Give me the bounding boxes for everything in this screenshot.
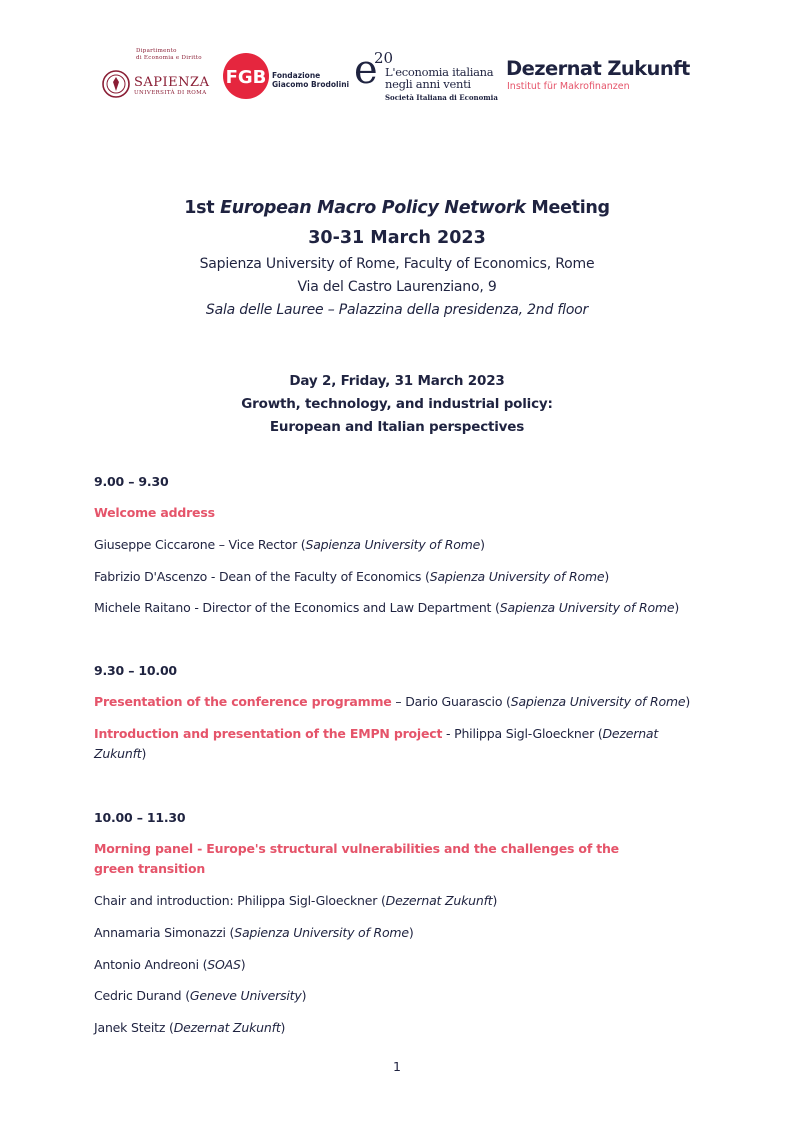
sapienza-logo-subtitle: UNIVERSITÀ DI ROMA (134, 90, 207, 96)
session-1-speaker-2: Fabrizio D'Ascenzo - Dean of the Faculty of Economics (Sapienza University of Rome) (94, 569, 610, 584)
session-3-title: Morning panel - Europe's structural vulnerabilities and the challenges of the green transition (94, 841, 619, 876)
svg-text:20: 20 (374, 49, 394, 67)
session-2-item-empn: Introduction and presentation of the EMPN project - Philippa Sigl-Gloeckner (Dezernat Zukunft) (94, 726, 659, 761)
session-3-time: 10.00 – 11.30 (94, 810, 186, 825)
meeting-title-prefix: 1st (184, 198, 221, 218)
dezernat-zukunft-logo-name: Dezernat Zukunft (506, 57, 690, 80)
meeting-address: Via del Castro Laurenziano, 9 (297, 279, 497, 295)
meeting-dates: 30-31 March 2023 (308, 228, 486, 248)
sapienza-department-label: Dipartimento di Economia e Diritto (136, 48, 202, 61)
day-heading: Day 2, Friday, 31 March 2023 (289, 373, 505, 389)
page-number: 1 (393, 1059, 401, 1074)
session-2-item-programme: Presentation of the conference programme – Dario Guarascio (Sapienza University of Rome) (94, 694, 691, 709)
session-3-speaker-2: Antonio Andreoni (SOAS) (94, 957, 246, 972)
session-3-speaker-4: Janek Steitz (Dezernat Zukunft) (94, 1020, 286, 1035)
session-3-speaker-1: Annamaria Simonazzi (Sapienza University of Rome) (94, 925, 414, 940)
e20-logo-subtitle: Società Italiana di Economia (385, 93, 498, 102)
meeting-venue: Sapienza University of Rome, Faculty of Economics, Rome (199, 256, 595, 272)
sapienza-logo-name: SAPIENZA (134, 75, 210, 90)
session-1-title: Welcome address (94, 505, 215, 520)
day-theme-line2: European and Italian perspectives (269, 419, 525, 435)
svg-text:e: e (354, 47, 378, 91)
session-1-speaker-3: Michele Raitano - Director of the Economics and Law Department (Sapienza University of Rome) (94, 600, 680, 615)
session-2-time: 9.30 – 10.00 (94, 663, 177, 678)
dezernat-zukunft-logo-subtitle: Institut für Makrofinanzen (507, 81, 630, 92)
meeting-title (0, 198, 794, 218)
fgb-logo-name: Fondazione Giacomo Brodolini (272, 71, 350, 89)
session-1-time: 9.00 – 9.30 (94, 474, 169, 489)
meeting-room: Sala delle Lauree – Palazzina della presidenza, 2nd floor (205, 302, 589, 318)
e20-logo-name: L'economia italiana negli anni venti (385, 65, 494, 91)
logo-row (0, 44, 794, 114)
meeting-title-network: European Macro Policy Network (220, 198, 526, 218)
fgb-logo-mark-text: FGB (225, 67, 267, 88)
session-1-speaker-1: Giuseppe Ciccarone – Vice Rector (Sapienza University of Rome) (94, 537, 485, 552)
session-3-chair: Chair and introduction: Philippa Sigl-Gloeckner (Dezernat Zukunft) (94, 893, 498, 908)
sapienza-seal-icon (102, 70, 130, 98)
day-theme-line1: Growth, technology, and industrial policy: (241, 396, 553, 412)
meeting-title-suffix: Meeting (525, 198, 610, 218)
fgb-logo-icon (222, 52, 270, 100)
session-3-speaker-3: Cedric Durand (Geneve University) (94, 988, 307, 1003)
